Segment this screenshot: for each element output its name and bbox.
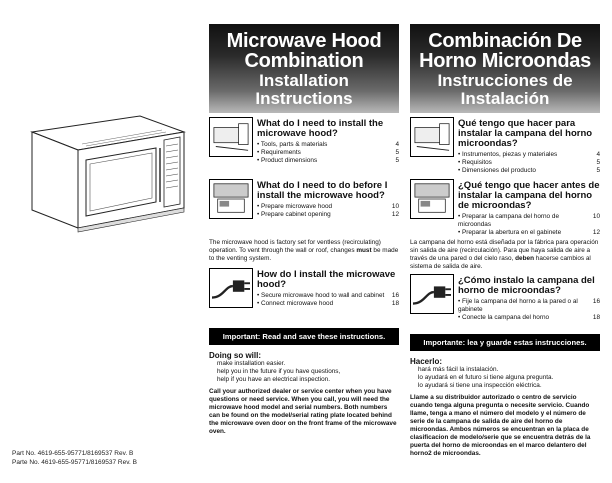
part-number-en: Part No. 4619-655-95771/8169537 Rev. B [12,450,134,457]
section-heading: What do I need to do before I install the microwave hood? [257,180,388,201]
part-numbers [12,449,137,467]
toc-item: • Preparar la campana del horno de microondas 10 [458,213,600,228]
english-column [209,24,399,436]
english-title-line4: Instructions [255,89,353,108]
spanish-section-before-install [410,179,600,237]
venting-note: La campana del horno está diseñada por la fábrica para operación sin salida de aire (recirculación). Para que haya salida de aire a través de una pared o del cielo raso, deben hacerse cambios al sistema de salida de aire. [410,239,599,270]
section-heading: ¿Cómo instalo la campana del horno de microondas? [458,275,595,296]
english-section-before-install [209,179,399,237]
tools-parts-image [410,117,454,157]
spanish-column [410,24,600,458]
doing-line: lo ayudará en el futuro si tiene alguna pregunta. [418,374,554,381]
toc-item: • Dimensiones del producto 5 [458,167,600,174]
english-section-what-need [209,117,399,175]
toc-item: • Connect microwave hood 18 [257,300,399,307]
venting-note: The microwave hood is factory set for ventless (recirculating) operation. To vent through the wall or roof, changes must be made to the venting system. [209,239,399,262]
doing-line: make installation easier. [217,360,286,367]
section-heading: How do I install the microwave hood? [257,269,396,290]
doing-so-block [410,357,600,390]
doing-line: help if you have an electrical inspection. [217,376,330,383]
english-title-banner [209,24,399,113]
section-heading: Qué tengo que hacer para instalar la campana del horno microondas? [458,118,593,149]
toc-item: • Tools, parts & materials 4 [257,141,399,148]
tools-parts-image [209,117,253,157]
doing-heading: Hacerlo: [410,357,443,366]
spanish-section-how-install [410,274,600,332]
spanish-title-line4: Instalación [460,89,550,108]
toc-item: • Prepare cabinet opening 12 [257,211,399,218]
toc-item: • Secure microwave hood to wall and cabinet 16 [257,292,399,299]
toc-item: • Preparar la abertura en el gabinete 12 [458,229,600,236]
spanish-title-line3: Instrucciones de [437,71,573,90]
english-title-line3: Installation [259,71,349,90]
doing-so-block [209,351,399,384]
toc-item: • Requisitos 5 [458,159,600,166]
spanish-title-line2: Horno Microondas [419,50,591,72]
doing-heading: Doing so will: [209,351,261,360]
power-plug-image [410,274,454,314]
toc-item: • Conecte la campana del horno 18 [458,314,600,321]
section-heading: ¿Qué tengo que hacer antes de instalar la campana del horno de microondas? [458,180,600,211]
part-number-es: Parte No. 4619-655-95771/8169537 Rev. B [12,459,137,466]
toc-item: • Product dimensions 5 [257,157,399,164]
power-plug-image [209,268,253,308]
cabinet-opening-image [209,179,253,219]
toc-item: • Instrumentos, piezas y materiales 4 [458,151,600,158]
spanish-section-what-need [410,117,600,175]
toc-item: • Prepare microwave hood 10 [257,203,399,210]
important-banner: Importante: lea y guarde estas instrucciones. [410,334,600,351]
cabinet-opening-image [410,179,454,219]
english-title-line2: Combination [244,50,364,72]
doing-line: lo ayudará si tiene una inspección eléctrica. [418,382,542,389]
toc-item: • Fije la campana del horno a la pared o al gabinete 16 [458,298,600,313]
english-section-how-install [209,268,399,326]
english-title-line1: Microwave Hood [226,30,382,52]
important-banner: Important: Read and save these instructions. [209,328,399,345]
microwave-hood-illustration [22,110,188,238]
section-heading: What do I need to install the microwave hood? [257,118,384,139]
toc-item: • Requirements 5 [257,149,399,156]
doing-line: hará más fácil la instalación. [418,366,499,373]
service-call-text: Call your authorized dealer or service center when you have questions or need service. When you call, you will need the microwave hood model and serial numbers. Both numbers can be found on the model/serial rating plate located behind the microwave oven door on the front frame of the microwave oven. [209,388,397,435]
doing-line: help you in the future if you have questions, [217,368,341,375]
service-call-text: Llame a su distribuidor autorizado o centro de servicio cuando tenga alguna pregunta o necesite servicio. Cuando llame, tenga a mano el número del modelo y el número de serie de la campana de salida de aire del horno de microondas. Ambos números se encuentran en la placa de clasificacion de modelo/serie que se encuentra detrás de la puerta del horno de microondas en el marco delantero del horno2 de microondas. [410,394,591,457]
spanish-title-banner [410,24,600,113]
spanish-title-line1: Combinación De [428,30,582,52]
